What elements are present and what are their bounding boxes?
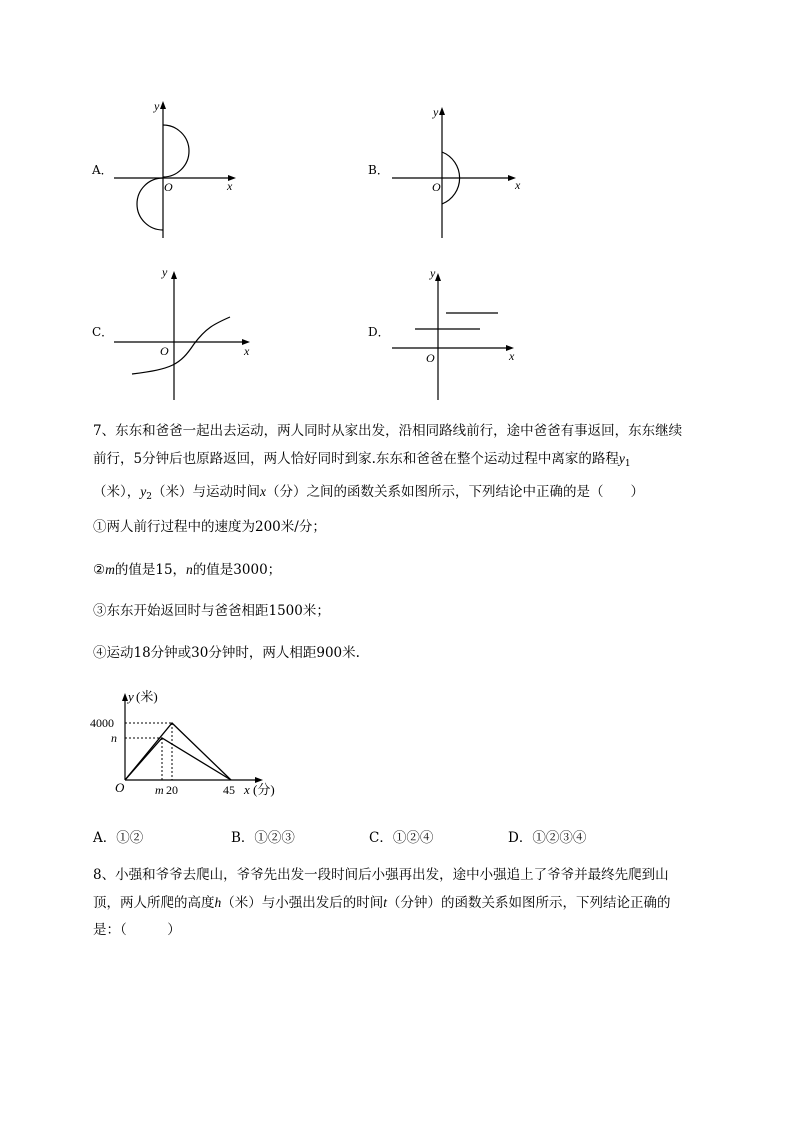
q7-choice-d[interactable]: D．①②③④ [508, 830, 587, 846]
q7-line-1: 7、东东和爸爸一起出去运动，两人同时从家出发，沿相同路线前行，途中爸爸有事返回，东东继续 [93, 423, 683, 439]
q7-graph-tick-m: m [155, 783, 164, 797]
q7-graph-y-var: y [128, 689, 134, 704]
option-a-origin: O [164, 180, 173, 194]
q8-line-3: 是：（ ） [93, 922, 181, 938]
q7-statement-2-post: 的值是3000； [192, 562, 282, 578]
q8-line-2 [93, 889, 743, 917]
q8-line-1: 8、小强和爷爷去爬山，爷爷先出发一段时间后小强再出发，途中小强追上了爷爷并最终先爬到山 [93, 867, 669, 883]
q8-line-2a: 顶，两人所爬的高度 [93, 895, 215, 911]
q7-statement-1: ①两人前行过程中的速度为200米/分； [93, 519, 326, 535]
q7-statement-4: ④运动18分钟或30分钟时，两人相距900米. [93, 645, 360, 661]
q7-graph-y-unit: (米) [136, 689, 158, 704]
q8-line-2c: （分钟）的函数关系如图所示，下列结论正确的 [387, 895, 671, 911]
q7-graph-origin: O [115, 780, 125, 795]
option-d-graph [388, 262, 533, 407]
q7-line-3a: （米）， [93, 484, 141, 500]
option-c-graph [110, 262, 260, 407]
option-b-label: B． [368, 163, 389, 177]
q7-choice-c[interactable]: C．①②④ [369, 830, 434, 846]
q7-var-m: m [105, 562, 115, 577]
q7-graph-tick-45: 45 [223, 783, 235, 797]
option-a-label: A． [92, 163, 113, 177]
q7-var-y1: y [618, 451, 625, 466]
q8-var-t: t [383, 895, 388, 910]
option-d-label: D． [368, 325, 390, 339]
q7-graph-tick-4000: 4000 [90, 716, 114, 730]
q7-statement-3: ③东东开始返回时与爸爸相距1500米； [93, 603, 330, 619]
q7-graph-tick-20: 20 [166, 783, 178, 797]
q7-var-y1-sub: 1 [624, 459, 631, 469]
q7-statement-2 [93, 556, 743, 584]
q7-graph-x-unit: (分) [253, 782, 275, 797]
q7-line-3c: （分）之间的函数关系如图所示，下列结论中正确的是（ ） [265, 484, 644, 500]
q7-line-3 [93, 478, 743, 511]
option-b-y-label: y [433, 105, 439, 119]
q8-line-2b: （米）与小强出发后的时间 [221, 895, 384, 911]
q7-choice-b[interactable]: B．①②③ [231, 830, 295, 846]
q7-statement-2-mid: 的值是15， [114, 562, 187, 578]
option-c-label: C． [92, 325, 114, 339]
q7-var-x: x [259, 484, 266, 499]
q7-line-2-text: 前行，5分钟后也原路返回，两人恰好同时到家.东东和爸爸在整个运动过程中离家的路程 [93, 451, 619, 467]
q7-line-3b: （米）与运动时间 [151, 484, 260, 500]
q7-graph-tick-n: n [111, 731, 117, 745]
option-a-x-label: x [227, 179, 233, 193]
q7-stem [93, 418, 743, 511]
q7-graph [88, 686, 288, 804]
option-d-y-label: y [430, 266, 436, 280]
q8-var-h: h [214, 895, 222, 910]
q7-statement-2-pre: ② [93, 562, 106, 578]
option-a-y-label: y [154, 99, 160, 113]
q7-line-2 [93, 445, 743, 478]
q7-var-y2-sub: 2 [146, 492, 152, 502]
option-b-origin: O [432, 180, 441, 194]
option-c-y-label: y [162, 265, 168, 279]
q7-choice-a[interactable]: A．①② [93, 830, 144, 846]
option-b-x-label: x [515, 178, 521, 192]
q7-var-n: n [186, 562, 193, 577]
q8-stem [93, 862, 743, 944]
option-d-x-label: x [509, 349, 515, 363]
option-c-x-label: x [244, 344, 250, 358]
q7-var-y2: y [140, 484, 147, 499]
q7-graph-x-var: x [244, 782, 250, 797]
option-c-origin: O [160, 344, 169, 358]
option-a-graph [110, 98, 250, 243]
option-d-origin: O [426, 351, 435, 365]
option-b-graph [388, 98, 528, 243]
